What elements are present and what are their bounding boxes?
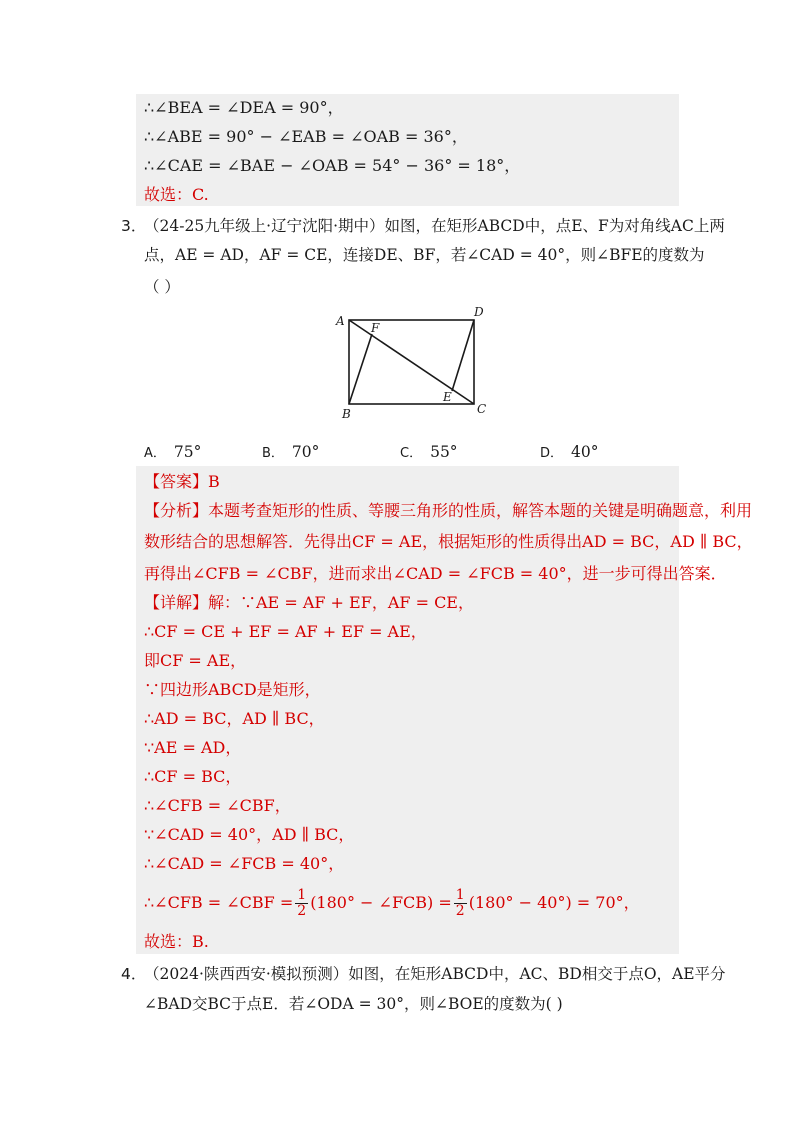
question-text: （24-25九年级上·辽宁沈阳·期中）如图，在矩形ABCD中，点E、F为对角线AC上两: [144, 217, 725, 235]
solution-line: ∴∠ABE = 90° − ∠EAB = ∠OAB = 36°，: [144, 127, 468, 146]
choice-value: 40°: [571, 443, 599, 461]
question-text: （ ）: [144, 278, 180, 296]
fraction-numerator: 1: [297, 886, 307, 903]
final-equation: [144, 886, 640, 920]
solution-line: ∴∠CAE = ∠BAE − ∠OAB = 54° − 36° = 18°，: [144, 156, 521, 175]
choice-label: B．: [262, 446, 284, 461]
solution-step: ∴AD = BC，AD ∥ BC，: [144, 709, 325, 728]
choice-value: 55°: [430, 443, 458, 461]
final-equation-middle: (180° − ∠FCB) =: [310, 893, 452, 912]
solution-step: ∵AE = AD，: [144, 738, 242, 757]
final-equation-start: ∴∠CFB = ∠CBF =: [144, 893, 294, 912]
fraction-half: [295, 888, 308, 919]
choice-a[interactable]: [144, 442, 201, 464]
solution-step: ∴∠CAD = ∠FCB = 40°，: [144, 854, 345, 873]
solution-step: ∴CF = CE + EF = AF + EF = AE，: [144, 622, 427, 641]
solution-step: ∴∠CFB = ∠CBF，: [144, 796, 291, 815]
final-equation-end: (180° − 40°) = 70°，: [468, 893, 640, 912]
question-text: ∠BAD交BC于点E．若∠ODA = 30°，则∠BOE的度数为( ): [144, 995, 563, 1013]
choice-d[interactable]: [540, 442, 599, 464]
result-line: 故选：B.: [144, 932, 209, 951]
question-number: 3．: [121, 217, 147, 235]
choice-label: C．: [400, 446, 423, 461]
fraction-denominator: 2: [297, 902, 307, 919]
solution-step: ∵四边形ABCD是矩形，: [144, 680, 321, 699]
point-label-c: C: [477, 402, 487, 416]
point-label-f: F: [371, 321, 380, 335]
solution-step: 即CF = AE，: [144, 651, 247, 670]
choice-label: D．: [540, 446, 564, 461]
question-text: （2024·陕西西安·模拟预测）如图，在矩形ABCD中，AC、BD相交于点O，AE平分: [144, 965, 726, 983]
point-label-e: E: [443, 390, 452, 404]
question-text: 点，AE = AD，AF = CE，连接DE、BF，若∠CAD = 40°，则∠BFE的度数为: [144, 246, 705, 264]
solution-step: ∵∠CAD = 40°，AD ∥ BC，: [144, 825, 355, 844]
fraction-numerator: 1: [455, 886, 465, 903]
fraction-denominator: 2: [455, 902, 465, 919]
answer-line: 【答案】B: [144, 472, 220, 491]
analysis-line: 【分析】本题考查矩形的性质、等腰三角形的性质，解答本题的关键是明确题意，利用: [144, 501, 753, 520]
choice-c[interactable]: [400, 442, 458, 464]
point-label-d: D: [474, 305, 484, 319]
fraction-half: [454, 888, 467, 919]
analysis-line: 再得出∠CFB = ∠CBF，进而求出∠CAD = ∠FCB = 40°，进一步可得出答案．: [144, 564, 727, 583]
question-number: 4．: [121, 965, 147, 983]
choice-value: 75°: [173, 443, 202, 461]
solution-step: ∴CF = BC，: [144, 767, 242, 786]
detail-heading: 【详解】解：∵AE = AF + EF，AF = CE，: [144, 593, 474, 612]
choice-label: A．: [144, 446, 166, 461]
point-label-a: A: [336, 314, 345, 328]
solution-answer: 故选：C.: [144, 185, 209, 204]
choice-b[interactable]: [262, 442, 319, 464]
point-label-b: B: [342, 407, 351, 421]
solution-line: ∴∠BEA = ∠DEA = 90°，: [144, 98, 344, 117]
choice-value: 70°: [291, 443, 320, 461]
analysis-line: 数形结合的思想解答．先得出CF = AE，根据矩形的性质得出AD = BC，AD ∥ BC，: [144, 532, 753, 551]
